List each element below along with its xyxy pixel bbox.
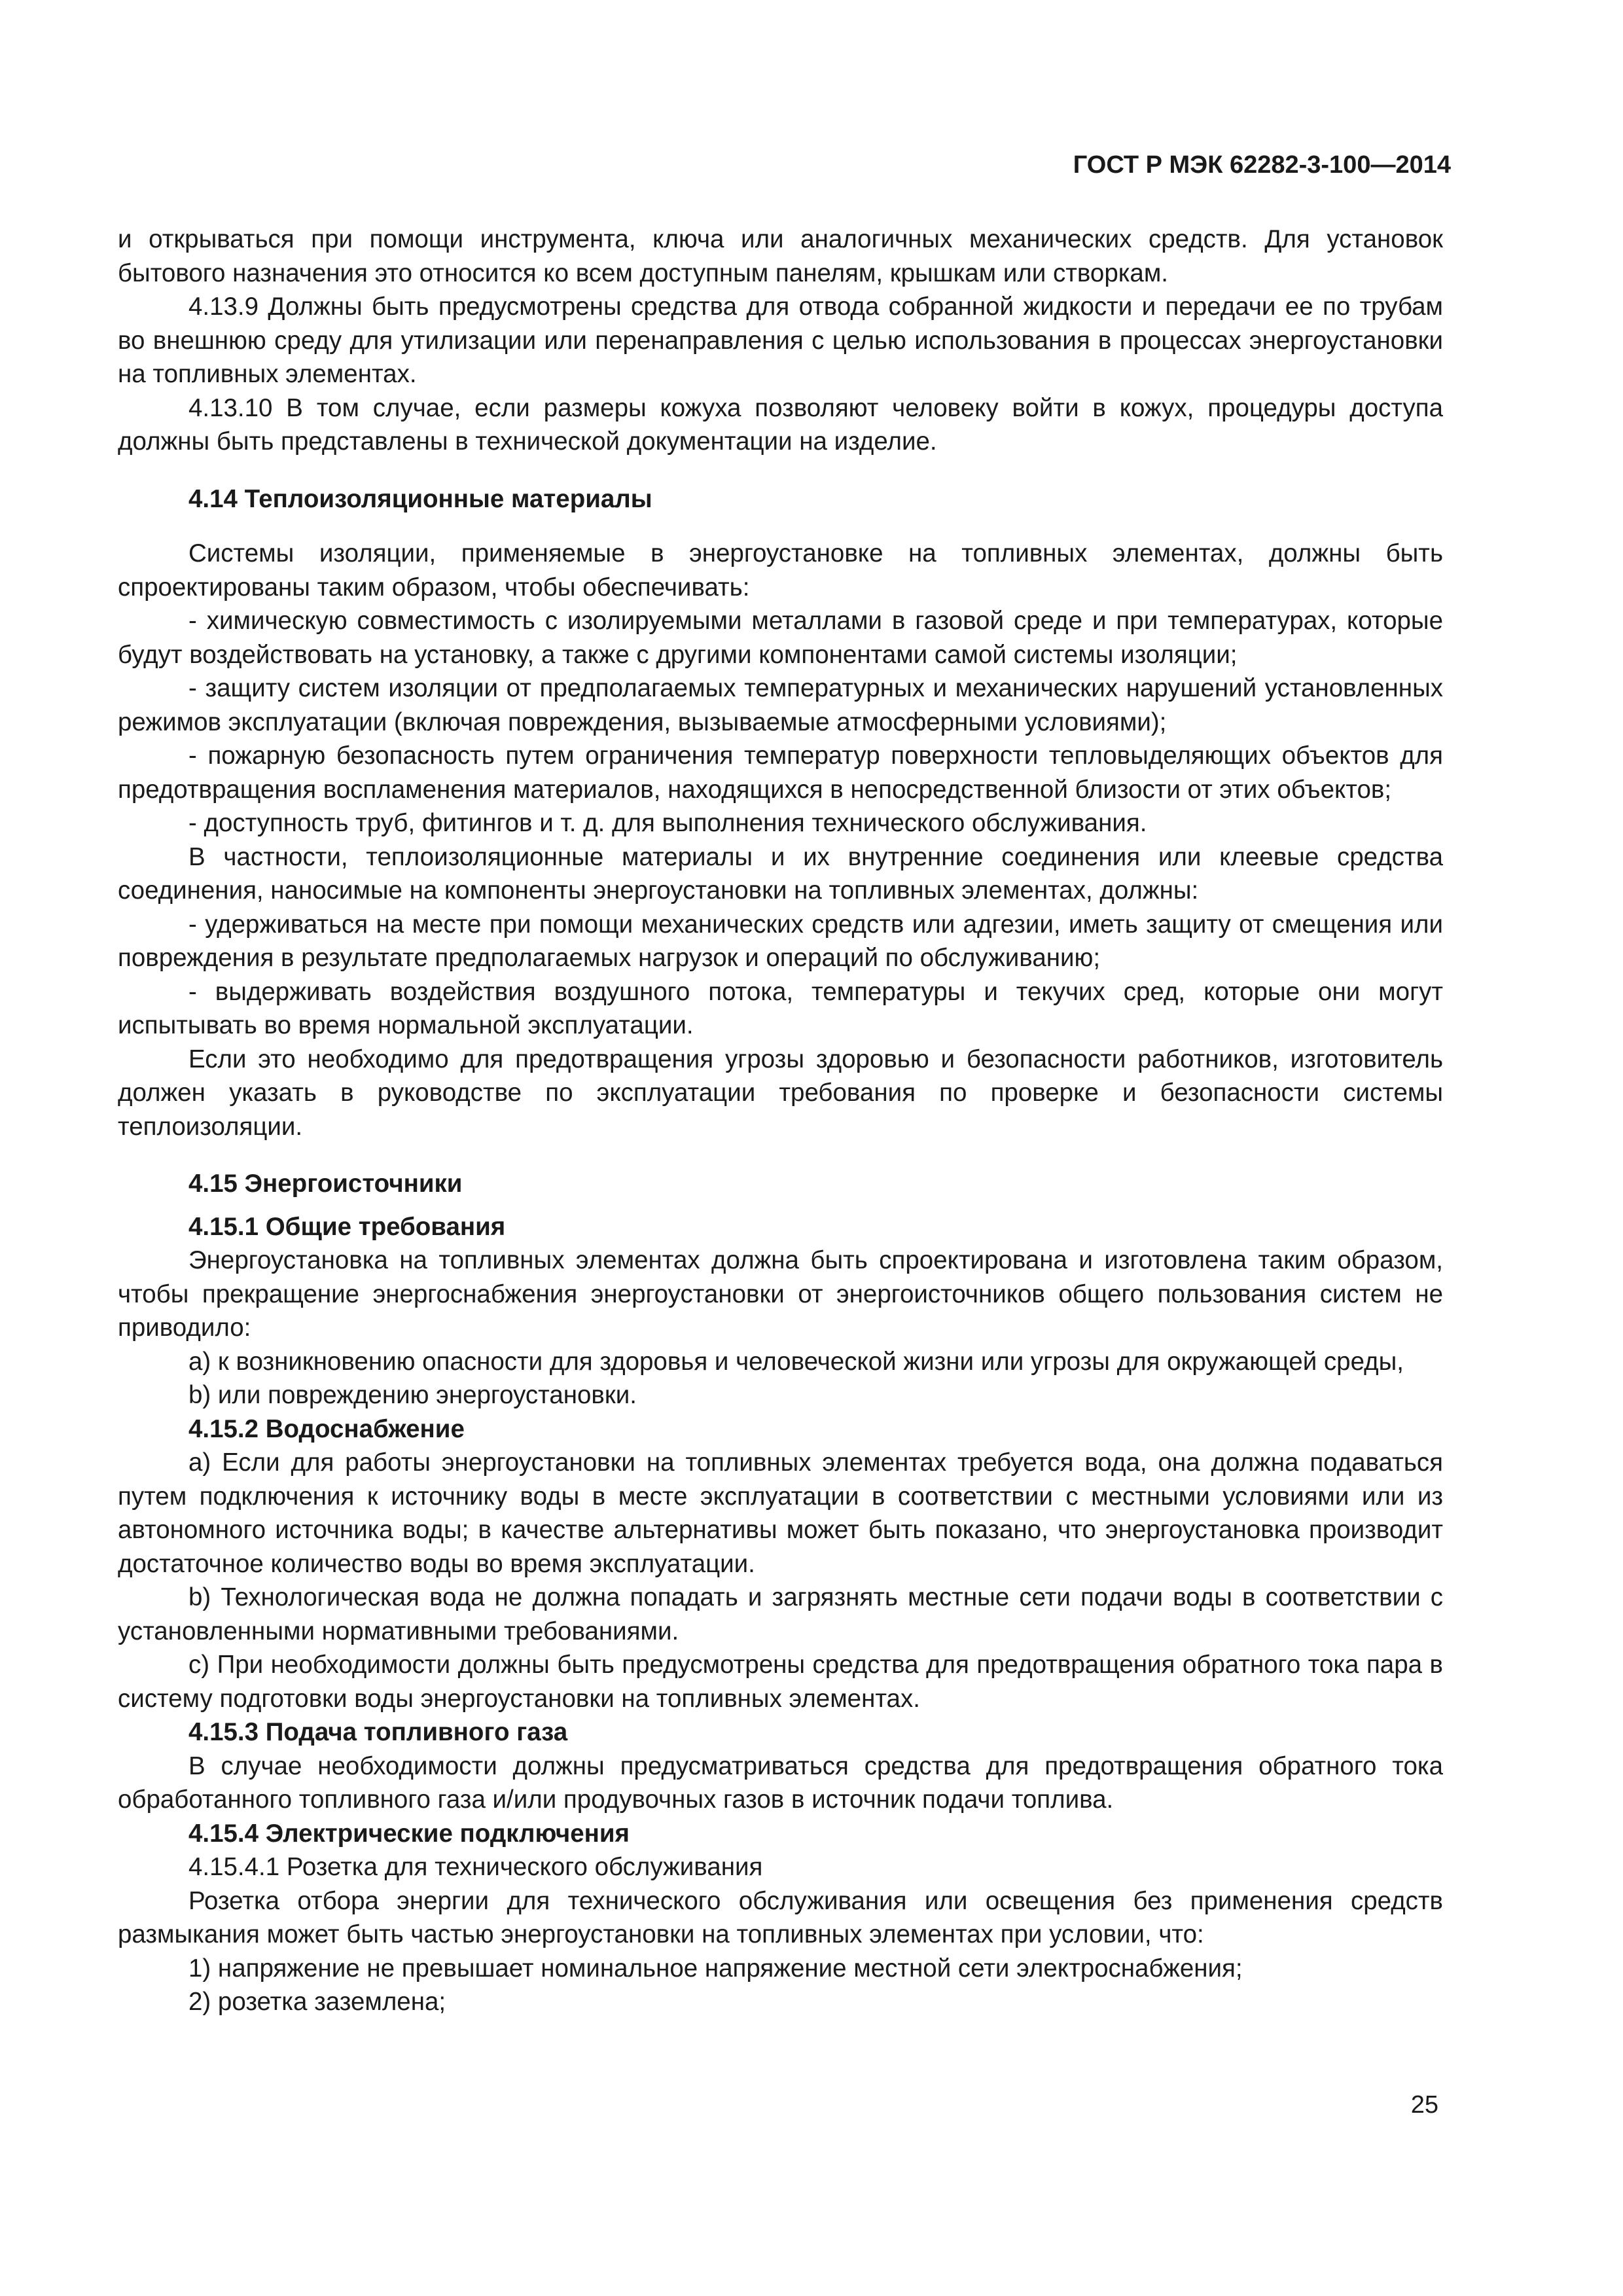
section-heading-4-14: 4.14 Теплоизоляционные материалы bbox=[188, 484, 652, 513]
list-item: - доступность труб, фитингов и т. д. для выполнения технического обслуживания. bbox=[188, 809, 1147, 837]
list-item: b) Технологическая вода не должна попадать и загрязнять местные сети подачи воды в соответствии с установленными нормативными требованиями. bbox=[118, 1583, 1443, 1645]
list-item: а) Если для работы энергоустановки на топливных элементах требуется вода, она должна подаваться путем подключения к источнику воды в месте эксплуатации в соответствии с местными условиями или из автономного источника воды; в качестве альтернативы может быть показано, что энергоустановка производит достаточное количество воды во время эксплуатации. bbox=[118, 1448, 1443, 1578]
paragraph-4-13-10: 4.13.10 В том случае, если размеры кожуха позволяют человеку войти в кожух, процедуры доступа должны быть представлены в технической документации на изделие. bbox=[118, 393, 1443, 456]
subsection-heading-4-15-2: 4.15.2 Водоснабжение bbox=[188, 1414, 465, 1443]
section-heading-4-15: 4.15 Энергоисточники bbox=[188, 1170, 463, 1198]
list-item: - защиту систем изоляции от предполагаемых температурных и механических нарушений установленных режимов эксплуатации (включая повреждения, вызываемые атмосферными условиями); bbox=[118, 674, 1443, 736]
list-item: а) к возникновению опасности для здоровья и человеческой жизни или угрозы для окружающей среды, bbox=[188, 1347, 1404, 1376]
paragraph-continuation: и открываться при помощи инструмента, ключа или аналогичных механических средств. Для установок бытового назначения это относится ко всем доступным панелям, крышкам или створкам. bbox=[118, 225, 1443, 287]
list-item: - удерживаться на месте при помощи механических средств или адгезии, иметь защиту от смещения или повреждения в результате предполагаемых нагрузок и операций по обслуживанию; bbox=[118, 910, 1443, 972]
paragraph-insulation-materials: В частности, теплоизоляционные материалы и их внутренние соединения или клеевые средства соединения, наносимые на компоненты энергоустановки на топливных элементах, должны: bbox=[118, 842, 1443, 905]
list-item: - химическую совместимость с изолируемыми металлами в газовой среде и при температурах, которые будут воздействовать на установку, а также с другими компонентами самой системы изоляции; bbox=[118, 607, 1443, 669]
paragraph-outlet-conditions: Розетка отбора энергии для технического обслуживания или освещения без применения средств размыкания может быть частью энергоустановки на топливных элементах при условии, что: bbox=[118, 1886, 1443, 1948]
subsection-heading-4-15-1: 4.15.1 Общие требования bbox=[188, 1212, 506, 1241]
subsection-heading-4-15-3: 4.15.3 Подача топливного газа bbox=[188, 1718, 568, 1746]
paragraph-manufacturer-requirements: Если это необходимо для предотвращения угрозы здоровью и безопасности работников, изготовитель должен указать в руководстве по эксплуатации требования по проверке и безопасности системы теплоизоляции. bbox=[118, 1045, 1443, 1141]
subsection-heading-4-15-4: 4.15.4 Электрические подключения bbox=[188, 1819, 630, 1848]
list-item: b) или повреждению энергоустановки. bbox=[188, 1381, 637, 1409]
document-code: ГОСТ Р МЭК 62282-3-100—2014 bbox=[1073, 151, 1451, 179]
paragraph-4-13-9: 4.13.9 Должны быть предусмотрены средства для отвода собранной жидкости и передачи ее по трубам во внешнюю среду для утилизации или перенаправления с целью использования в процессах энергоустановки на топливных элементах. bbox=[118, 293, 1443, 388]
list-item: - выдерживать воздействия воздушного потока, температуры и текучих сред, которые они могут испытывать во время нормальной эксплуатации. bbox=[118, 977, 1443, 1039]
list-item: 2) розетка заземлена; bbox=[188, 1988, 446, 2016]
paragraph-fuel-gas: В случае необходимости должны предусматриваться средства для предотвращения обратного тока обработанного топливного газа и/или продувочных газов в источник подачи топлива. bbox=[118, 1751, 1443, 1814]
page-content bbox=[118, 223, 1443, 2019]
list-item: с) При необходимости должны быть предусмотрены средства для предотвращения обратного тока пара в систему подготовки воды энергоустановки на топливных элементах. bbox=[118, 1651, 1443, 1713]
page-number: 25 bbox=[1410, 2091, 1438, 2119]
paragraph-insulation-intro: Системы изоляции, применяемые в энергоустановке на топливных элементах, должны быть спроектированы таким образом, чтобы обеспечивать: bbox=[118, 539, 1443, 601]
clause-4-15-4-1: 4.15.4.1 Розетка для технического обслуживания bbox=[188, 1853, 763, 1881]
list-item: 1) напряжение не превышает номинальное напряжение местной сети электроснабжения; bbox=[188, 1954, 1243, 1982]
list-item: - пожарную безопасность путем ограничения температур поверхности тепловыделяющих объектов для предотвращения воспламенения материалов, находящихся в непосредственной близости от этих объектов; bbox=[118, 742, 1443, 804]
paragraph-general-requirements: Энергоустановка на топливных элементах должна быть спроектирована и изготовлена таким образом, чтобы прекращение энергоснабжения энергоустановки от энергоисточников общего пользования систем не приводило: bbox=[118, 1246, 1443, 1342]
